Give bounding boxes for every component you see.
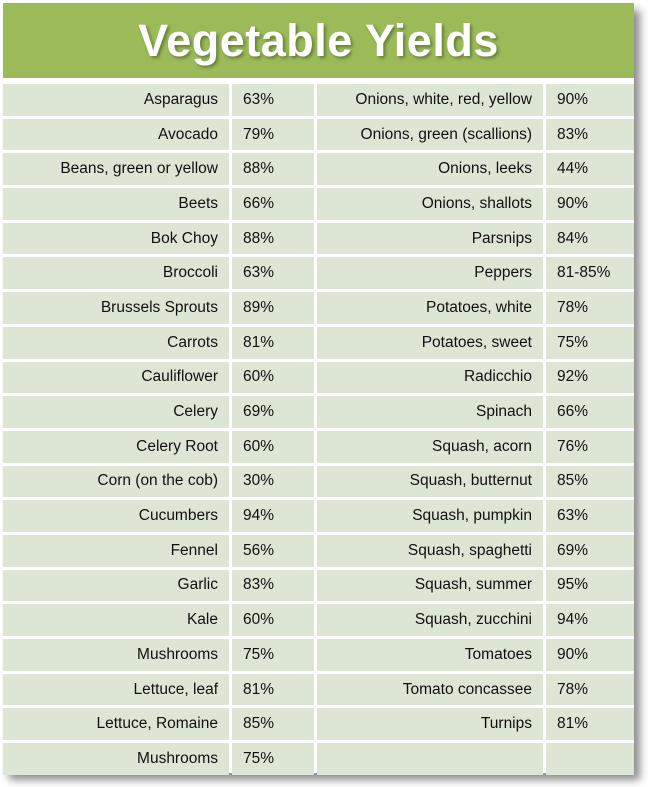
yield-percent-cell: 84%	[546, 223, 634, 255]
table-row	[3, 362, 634, 394]
vegetable-name-cell: Turnips	[317, 708, 543, 740]
yield-percent-cell: 88%	[232, 223, 314, 255]
vegetable-name-cell: Onions, green (scallions)	[317, 119, 543, 151]
yields-table-body	[3, 84, 634, 775]
table-row	[3, 743, 634, 775]
yields-table	[0, 81, 637, 778]
vegetable-name-cell: Beets	[3, 188, 229, 220]
vegetable-name-cell: Lettuce, leaf	[3, 674, 229, 706]
yield-percent-cell: 90%	[546, 188, 634, 220]
yield-percent-cell	[546, 743, 634, 775]
table-row	[3, 257, 634, 289]
yield-percent-cell: 85%	[232, 708, 314, 740]
table-row	[3, 327, 634, 359]
yield-percent-cell: 75%	[232, 639, 314, 671]
table-row	[3, 535, 634, 567]
yield-percent-cell: 79%	[232, 119, 314, 151]
yield-percent-cell: 60%	[232, 431, 314, 463]
vegetable-name-cell: Brussels Sprouts	[3, 292, 229, 324]
yield-percent-cell: 69%	[232, 396, 314, 428]
vegetable-name-cell: Bok Choy	[3, 223, 229, 255]
yield-percent-cell: 95%	[546, 570, 634, 602]
vegetable-name-cell: Lettuce, Romaine	[3, 708, 229, 740]
yield-percent-cell: 94%	[232, 500, 314, 532]
vegetable-name-cell: Avocado	[3, 119, 229, 151]
vegetable-name-cell: Tomato concassee	[317, 674, 543, 706]
yield-percent-cell: 66%	[232, 188, 314, 220]
table-row	[3, 431, 634, 463]
vegetable-name-cell: Parsnips	[317, 223, 543, 255]
yield-percent-cell: 78%	[546, 292, 634, 324]
vegetable-name-cell: Garlic	[3, 570, 229, 602]
table-row	[3, 188, 634, 220]
table-row	[3, 119, 634, 151]
table-row	[3, 396, 634, 428]
yield-percent-cell: 63%	[232, 257, 314, 289]
vegetable-name-cell: Onions, white, red, yellow	[317, 84, 543, 116]
vegetable-name-cell: Asparagus	[3, 84, 229, 116]
yield-percent-cell: 88%	[232, 153, 314, 185]
vegetable-name-cell: Onions, shallots	[317, 188, 543, 220]
table-row	[3, 639, 634, 671]
yield-percent-cell: 44%	[546, 153, 634, 185]
yield-percent-cell: 63%	[546, 500, 634, 532]
title-banner	[3, 3, 634, 78]
yields-card	[3, 3, 634, 773]
yield-percent-cell: 60%	[232, 362, 314, 394]
table-row	[3, 570, 634, 602]
yield-percent-cell: 76%	[546, 431, 634, 463]
vegetable-name-cell: Broccoli	[3, 257, 229, 289]
vegetable-name-cell: Mushrooms	[3, 743, 229, 775]
vegetable-name-cell: Fennel	[3, 535, 229, 567]
page-title: Vegetable Yields	[138, 14, 499, 66]
vegetable-name-cell	[317, 743, 543, 775]
yield-percent-cell: 92%	[546, 362, 634, 394]
yield-percent-cell: 75%	[232, 743, 314, 775]
vegetable-name-cell: Kale	[3, 604, 229, 636]
table-row	[3, 604, 634, 636]
yield-percent-cell: 94%	[546, 604, 634, 636]
vegetable-name-cell: Cauliflower	[3, 362, 229, 394]
vegetable-name-cell: Tomatoes	[317, 639, 543, 671]
vegetable-name-cell: Mushrooms	[3, 639, 229, 671]
yield-percent-cell: 81-85%	[546, 257, 634, 289]
vegetable-name-cell: Radicchio	[317, 362, 543, 394]
vegetable-name-cell: Squash, acorn	[317, 431, 543, 463]
yield-percent-cell: 56%	[232, 535, 314, 567]
yield-percent-cell: 81%	[232, 674, 314, 706]
table-row	[3, 153, 634, 185]
vegetable-name-cell: Celery	[3, 396, 229, 428]
yield-percent-cell: 63%	[232, 84, 314, 116]
vegetable-name-cell: Peppers	[317, 257, 543, 289]
vegetable-name-cell: Carrots	[3, 327, 229, 359]
table-row	[3, 500, 634, 532]
vegetable-name-cell: Potatoes, sweet	[317, 327, 543, 359]
table-row	[3, 292, 634, 324]
yield-percent-cell: 75%	[546, 327, 634, 359]
table-row	[3, 708, 634, 740]
vegetable-name-cell: Corn (on the cob)	[3, 466, 229, 498]
yield-percent-cell: 83%	[546, 119, 634, 151]
yield-percent-cell: 66%	[546, 396, 634, 428]
table-row	[3, 466, 634, 498]
yield-percent-cell: 83%	[232, 570, 314, 602]
yield-percent-cell: 90%	[546, 639, 634, 671]
vegetable-name-cell: Cucumbers	[3, 500, 229, 532]
yield-percent-cell: 81%	[546, 708, 634, 740]
vegetable-name-cell: Squash, butternut	[317, 466, 543, 498]
yield-percent-cell: 90%	[546, 84, 634, 116]
yield-percent-cell: 89%	[232, 292, 314, 324]
yield-percent-cell: 30%	[232, 466, 314, 498]
yield-percent-cell: 60%	[232, 604, 314, 636]
vegetable-name-cell: Onions, leeks	[317, 153, 543, 185]
yield-percent-cell: 69%	[546, 535, 634, 567]
vegetable-name-cell: Potatoes, white	[317, 292, 543, 324]
table-row	[3, 84, 634, 116]
table-row	[3, 223, 634, 255]
vegetable-name-cell: Spinach	[317, 396, 543, 428]
vegetable-name-cell: Squash, pumpkin	[317, 500, 543, 532]
vegetable-name-cell: Squash, zucchini	[317, 604, 543, 636]
vegetable-name-cell: Beans, green or yellow	[3, 153, 229, 185]
vegetable-name-cell: Squash, spaghetti	[317, 535, 543, 567]
yield-percent-cell: 78%	[546, 674, 634, 706]
table-row	[3, 674, 634, 706]
vegetable-name-cell: Squash, summer	[317, 570, 543, 602]
vegetable-name-cell: Celery Root	[3, 431, 229, 463]
yield-percent-cell: 85%	[546, 466, 634, 498]
yield-percent-cell: 81%	[232, 327, 314, 359]
